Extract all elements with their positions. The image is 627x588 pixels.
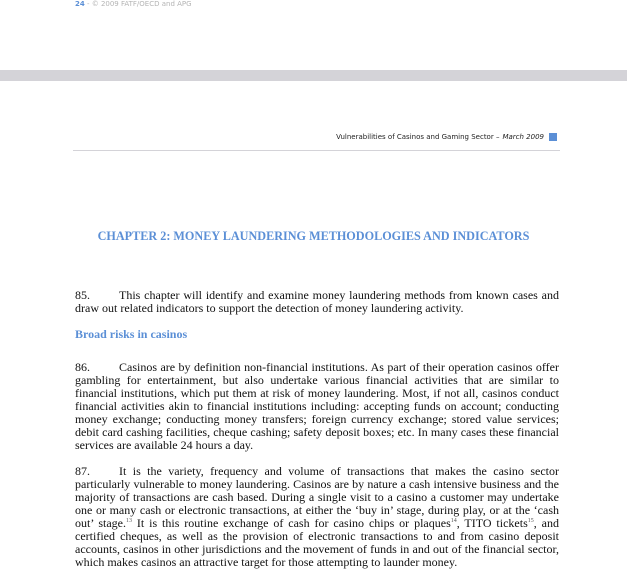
paragraph-text-part-1: It is the variety, frequency and volume of transactions that makes the casino sector particularly vulnerable to money laundering. Casinos are by nature a cash intensive business and the majority of transactions are cash based. During a single visit to a casino a customer may undertake one or many cash or electronic transactions, at either the ‘buy in’ stage, during play, or at the ‘cash out’ stage.	[75, 464, 559, 530]
running-header	[336, 133, 557, 141]
paragraph-text-part-2: It is this routine exchange of cash for casino chips or plaques	[132, 516, 451, 530]
footnote-ref-13[interactable]: 13	[126, 518, 132, 524]
paragraph-text: Casinos are by definition non-financial institutions. As part of their operation casinos offer gambling for entertainment, but also undertake various financial activities that are similar to financial institutions, which put them at risk of money laundering. Most, if not all, casinos conduct financial activities akin to financial institutions including: accepting funds on account; conducting money exchange; conducting money transfers; foreign currency exchange; stored value services; debit card cashing facilities, cheque cashing; safety deposit boxes; etc. In many cases these financial services are available 24 hours a day.	[75, 360, 559, 452]
header-rule	[73, 150, 560, 151]
paragraph-text-part-3: , TITO tickets	[456, 516, 528, 530]
paragraph-87	[75, 465, 559, 569]
section-heading: Broad risks in casinos	[75, 327, 188, 341]
paragraph-85	[75, 289, 559, 315]
paragraph-number: 85.	[75, 288, 90, 302]
footnote-ref-15[interactable]: 15	[527, 518, 534, 524]
paragraph-text-part-4: , and certified cheques, as well as the provision of electronic transactions to and from casino deposit accounts, casinos in other jurisdictions and the movement of funds in and out of the financial sector, which makes casinos an attractive target for those attempting to launder money.	[75, 516, 559, 569]
footnote-ref-14[interactable]: 14	[450, 518, 457, 524]
paragraph-86	[75, 361, 559, 452]
chapter-title: CHAPTER 2: MONEY LAUNDERING METHODOLOGIES AND INDICATORS	[97, 229, 530, 243]
paragraph-number: 87.	[75, 464, 90, 478]
paragraph-text: This chapter will identify and examine money laundering methods from known cases and draw out related indicators to support the detection of money laundering activity.	[75, 288, 559, 315]
previous-page-footer	[75, 0, 192, 8]
running-header-date: March 2009	[502, 133, 544, 141]
header-square-icon	[549, 133, 557, 141]
running-header-title: Vulnerabilities of Casinos and Gaming Sector –	[336, 133, 500, 141]
footer-copyright: - © 2009 FATF/OECD and APG	[84, 0, 192, 8]
paragraph-number: 86.	[75, 360, 90, 374]
page-number: 24	[75, 0, 85, 8]
page-separator	[0, 70, 627, 81]
